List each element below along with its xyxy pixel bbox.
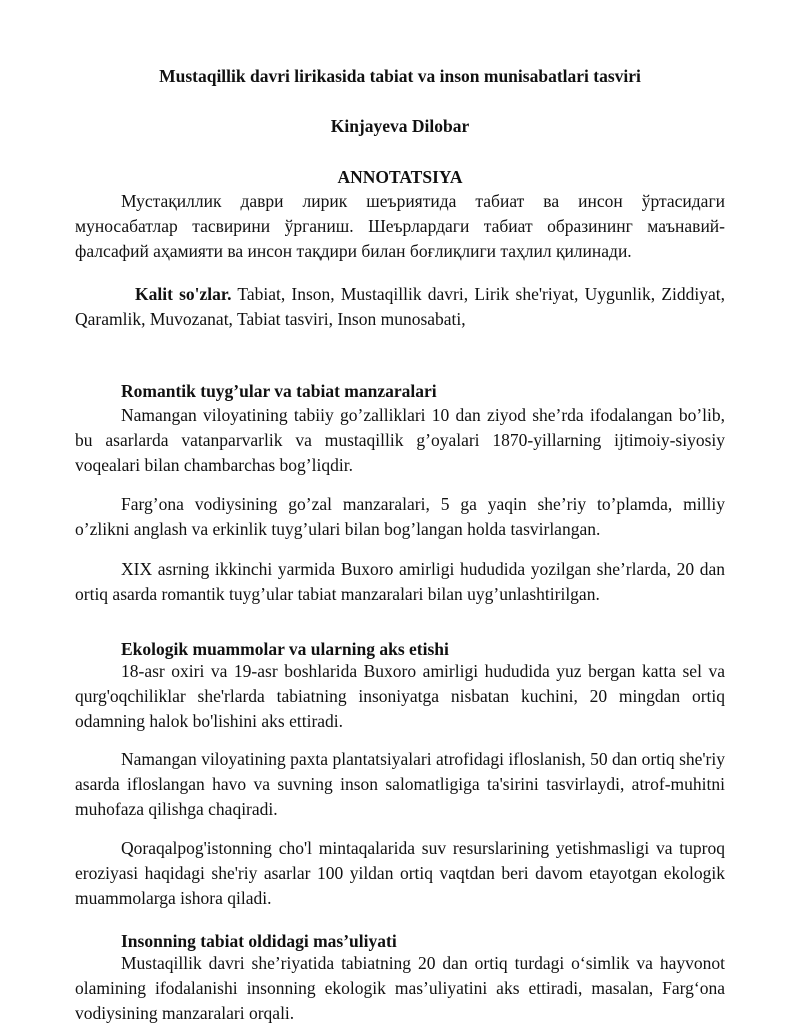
- section-heading: Ekologik muammolar va ularning aks etishi: [121, 639, 449, 659]
- section-paragraph: XIX asrning ikkinchi yarmida Buxoro amirligi hududida yozilgan she’rlarda, 20 dan ortiq asarda romantik tuyg’ular tabiat manzaralari bilan uyg’unlashtirilgan.: [75, 559, 725, 604]
- section-heading: Insonning tabiat oldidagi mas’uliyati: [121, 931, 397, 951]
- keywords-paragraph: [75, 282, 725, 332]
- keywords-text: Tabiat, Inson, Mustaqillik davri, Lirik she'riyat, Uygunlik, Ziddiyat, Qaramlik, Muvozanat, Tabiat tasviri, Inson munosabati,: [75, 284, 725, 329]
- section-paragraph: 18-asr oxiri va 19-asr boshlarida Buxoro amirligi hududida yuz bergan katta sel va qurg'oqchiliklar she'rlarda tabiatning insoniyatga nisbatan kuchini, 20 mingdan ortiq odamning halok bo'lishini aks ettiradi.: [75, 661, 725, 731]
- section-paragraph: Mustaqillik davri she’riyatida tabiatning 20 dan ortiq turdagi o‘simlik va hayvonot olamining ifodalanishi insonning ekologik mas’uliyatini aks ettiradi, masalan, Farg‘ona vodiysining manzaralari orqali.: [75, 953, 725, 1023]
- annotation-heading: ANNOTATSIYA: [337, 167, 463, 187]
- section-paragraph: Qoraqalpog'istonning cho'l mintaqalarida suv resurslarining yetishmasligi va tuproq eroziyasi haqidagi she'riy asarlar 100 yildan ortiq vaqtdan beri davom etayotgan ekologik muammolarga ishora qiladi.: [75, 838, 725, 908]
- section-paragraph: Namangan viloyatining paxta plantatsiyalari atrofidagi ifloslanish, 50 dan ortiq she'riy asarda ifloslangan havo va suvning inson salomatligiga ta'sirini tasvirlaydi, atrof-muhitni muhofaza qilishga chaqiradi.: [75, 749, 725, 819]
- annotation-text: Мустақиллик даври лирик шеъриятида табиат ва инсон ўртасидаги муносабатлар тасвирини ўрганиш. Шеърлардаги табиат образининг маънавий-фалсафий аҳамияти ва инсон тақдири билан боғлиқлиги таҳлил қилинади.: [75, 191, 725, 261]
- author-name: Kinjayeva Dilobar: [330, 116, 470, 136]
- keywords-label: Kalit so'zlar.: [135, 284, 232, 304]
- section-heading: Romantik tuyg’ular va tabiat manzaralari: [121, 381, 437, 401]
- section-paragraph: Farg’ona vodiysining go’zal manzaralari, 5 ga yaqin she’riy to’plamda, milliy o’zlikni anglash va erkinlik tuyg’ulari bilan bog’langan holda tasvirlangan.: [75, 494, 725, 539]
- paper-title: Mustaqillik davri lirikasida tabiat va inson munisabatlari tasviri: [159, 66, 641, 86]
- section-paragraph: Namangan viloyatining tabiiy go’zalliklari 10 dan ziyod she’rda ifodalangan bo’lib, bu asarlarda vatanparvarlik va mustaqillik g’oyalari 1870-yillarning ijtimoiy-siyosiy voqealari bilan chambarchas bog’liqdir.: [75, 405, 725, 475]
